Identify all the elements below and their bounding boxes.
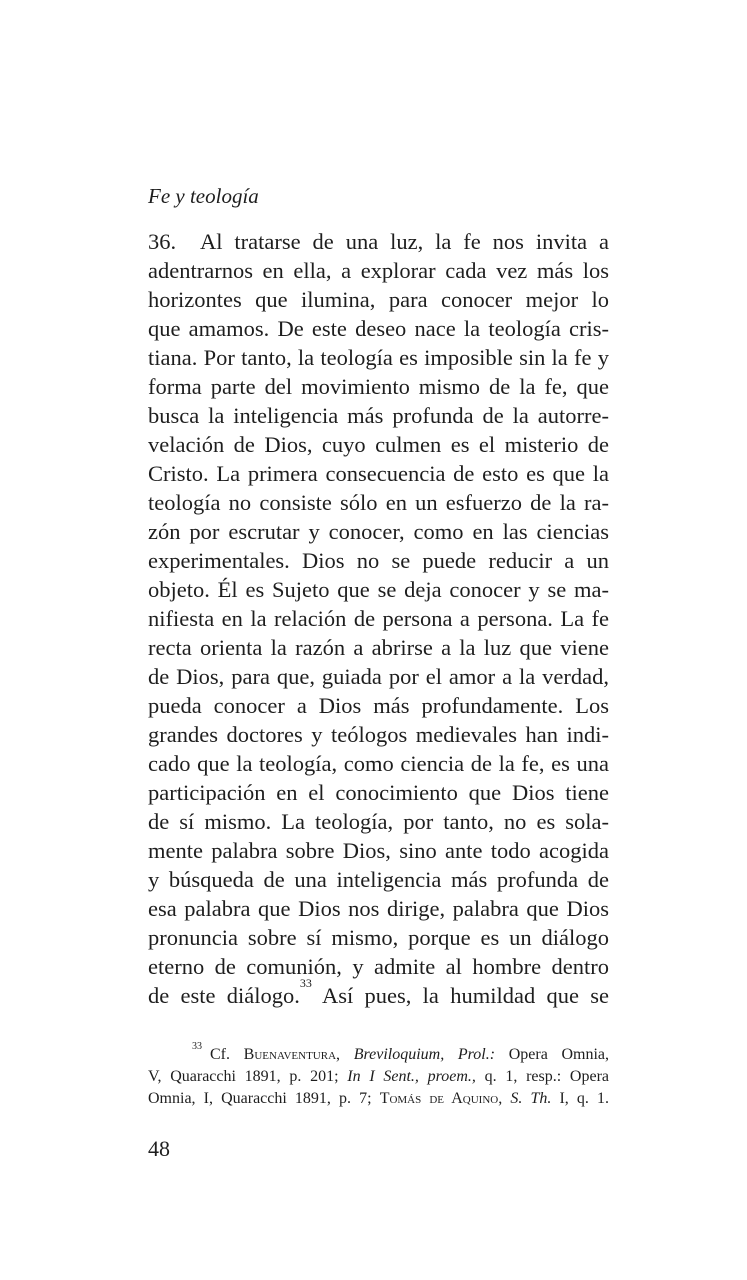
paragraph-line: esa palabra que Dios nos dirige, palabra que Dios <box>148 896 609 921</box>
paragraph-line: que amamos. De este deseo nace la teología cris- <box>148 316 609 341</box>
paragraph-line-text: Así pues, la humildad que se <box>311 983 609 1008</box>
footnote-reference[interactable]: 33 <box>299 976 312 990</box>
paragraph-line: horizontes que ilumina, para conocer mejor lo <box>148 287 609 312</box>
paragraph-line: busca la inteligencia más profunda de la autorre- <box>148 403 609 428</box>
paragraph-line: grandes doctores y teólogos medievales han indi- <box>148 722 609 747</box>
footnote-text: Opera Omnia, <box>495 1046 610 1063</box>
footnote-text: I, q. 1. <box>551 1090 610 1107</box>
paragraph-line: pronuncia sobre sí mismo, porque es un diálogo <box>148 925 609 950</box>
paragraph-line: nifiesta en la relación de persona a persona. La fe <box>148 606 609 631</box>
footnote-text: q. 1, resp.: Opera <box>475 1068 610 1085</box>
paragraph-body <box>148 227 609 1010</box>
paragraph-line: y búsqueda de una inteligencia más profunda de <box>148 867 609 892</box>
paragraph-line: velación de Dios, cuyo culmen es el misterio de <box>148 432 609 457</box>
paragraph-line-text: de este diálogo. <box>148 983 300 1008</box>
paragraph-line: teología no consiste sólo en un esfuerzo de la ra- <box>148 490 609 515</box>
paragraph-number: 36. <box>148 229 177 254</box>
footnote-work-title: In I Sent., proem., <box>347 1068 476 1085</box>
paragraph-line <box>148 976 609 1010</box>
section-title: Fe y teología <box>148 184 259 208</box>
paragraph-line: de Dios, para que, guiada por el amor a la verdad, <box>148 664 609 689</box>
paragraph-line: eterno de comunión, y admite al hombre dentro <box>148 954 609 979</box>
paragraph-line: Cristo. La primera consecuencia de esto es que la <box>148 461 609 486</box>
footnotes <box>148 1041 610 1110</box>
footnote-text: V, Quaracchi 1891, p. 201; <box>148 1068 348 1085</box>
footnote-work-title: Breviloquium, Prol.: <box>353 1046 496 1063</box>
footnote-line <box>148 1088 609 1110</box>
footnote-text: Omnia, I, Quaracchi 1891, p. 7; <box>148 1090 380 1107</box>
paragraph-line: pueda conocer a Dios más profundamente. Los <box>148 693 609 718</box>
book-page <box>148 0 609 1280</box>
paragraph-line: recta orienta la razón a abrirse a la luz que viene <box>148 635 609 660</box>
paragraph-line-text: Al tratarse de una luz, la fe nos invita a <box>200 229 609 254</box>
footnote-line <box>148 1041 610 1066</box>
paragraph-line: adentrarnos en ella, a explorar cada vez más los <box>148 258 609 283</box>
footnote-text: , <box>498 1090 511 1107</box>
footnote-number: 33 <box>192 1041 202 1052</box>
paragraph-line <box>148 227 609 256</box>
paragraph-line: objeto. Él es Sujeto que se deja conocer y se ma- <box>148 577 609 602</box>
paragraph-line: experimentales. Dios no se puede reducir a un <box>148 548 609 573</box>
footnote-author: Buenaventura <box>243 1046 337 1063</box>
paragraph-line: forma parte del movimiento mismo de la fe, que <box>148 374 609 399</box>
paragraph-line: participación en el conocimiento que Dios tiene <box>148 780 609 805</box>
paragraph-line: cado que la teología, como ciencia de la fe, es una <box>148 751 609 776</box>
footnote-line <box>148 1066 609 1088</box>
footnote-author: Tomás de Aquino <box>379 1090 499 1107</box>
paragraph-line: tiana. Por tanto, la teología es imposible sin la fe y <box>148 345 609 370</box>
page-number: 48 <box>148 1136 170 1161</box>
paragraph-line: zón por escrutar y conocer, como en las ciencias <box>148 519 609 544</box>
footnote-text: , <box>336 1046 354 1063</box>
paragraph-line: mente palabra sobre Dios, sino ante todo acogida <box>148 838 609 863</box>
footnote-text: Cf. <box>210 1046 244 1063</box>
paragraph-line: de sí mismo. La teología, por tanto, no es sola- <box>148 809 609 834</box>
footnote-work-title: S. Th. <box>510 1090 552 1107</box>
